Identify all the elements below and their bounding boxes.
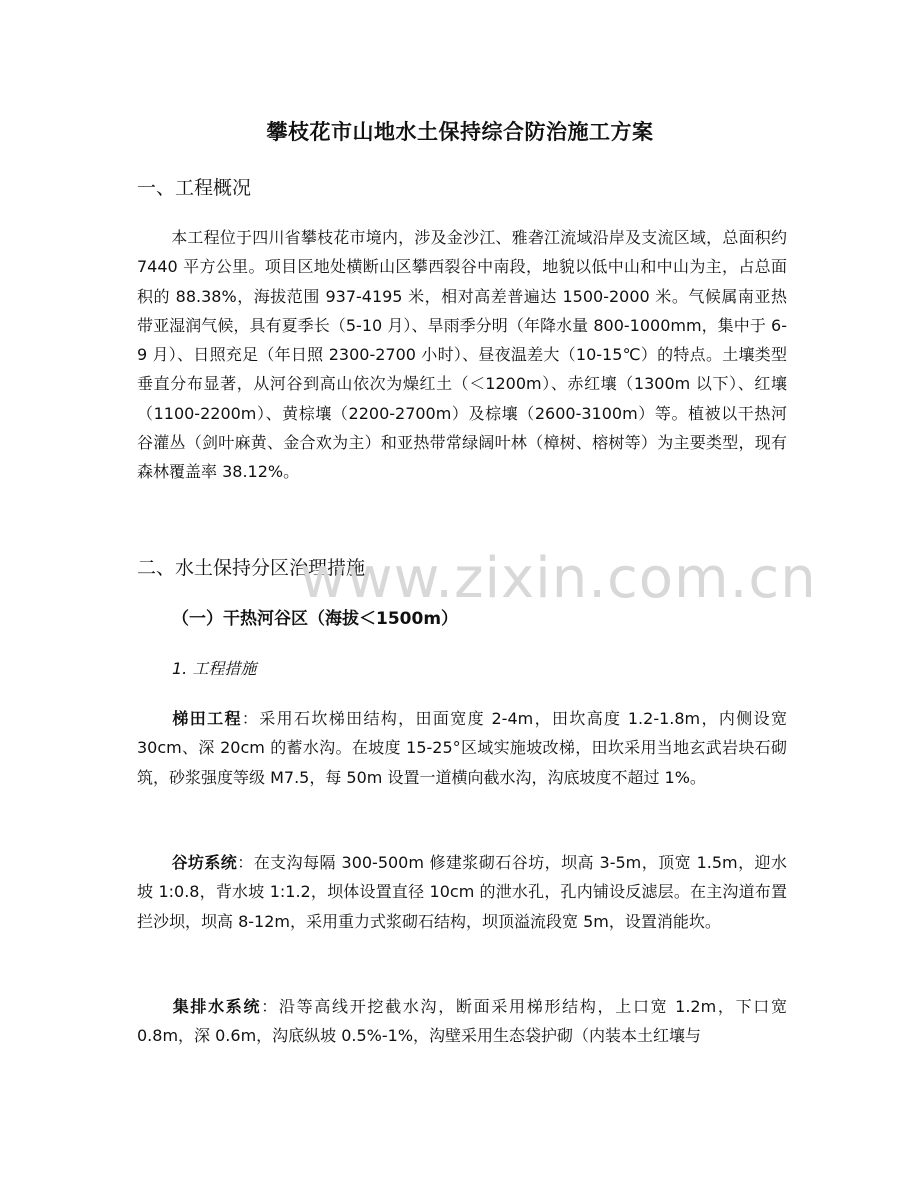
document-title: 攀枝花市山地水土保持综合防治施工方案 <box>266 120 654 144</box>
section-heading-measures: 二、水土保持分区治理措施 <box>137 557 366 579</box>
drainage-label: 集排水系统 <box>171 997 262 1016</box>
check-dam-text: ：在支沟每隔 300-500m 修建浆砌石谷坊，坝高 3-5m，顶宽 1.5m，迎水坡 1:0.8，背水坡 1:1.2，坝体设置直径 10cm 的泄水孔，孔内铺设反滤层。在主沟道布置拦沙坝，坝高 8-12m，采用重力式浆砌石结构，坝顶溢流段宽 5m，设置消能坎。 <box>137 853 787 931</box>
section-heading-overview: 一、工程概况 <box>137 177 252 199</box>
terrace-label: 梯田工程 <box>171 709 242 728</box>
check-dam-label: 谷坊系统 <box>171 853 238 872</box>
terrace-text: ：采用石坎梯田结构，田面宽度 2-4m，田坎高度 1.2-1.8m，内侧设宽 30cm、深 20cm 的蓄水沟。在坡度 15-25°区域实施坡改梯，田坎采用当地玄武岩块石砌筑，砂浆强度等级 M7.5，每 50m 设置一道横向截水沟，沟底坡度不超过 1%。 <box>137 709 787 787</box>
subsection-heading-dry-valley: （一）干热河谷区（海拔＜1500m） <box>172 609 459 629</box>
overview-text: 本工程位于四川省攀枝花市境内，涉及金沙江、雅砻江流域沿岸及支流区域，总面积约 7440 平方公里。项目区地处横断山区攀西裂谷中南段，地貌以低中山和中山为主，占总面积的 88.38%，海拔范围 937-4195 米，相对高差普遍达 1500-2000 米。气候属南亚热带亚湿润气候，具有夏季长（5-10 月）、旱雨季分明（年降水量 800-1000mm，集中于 6-9 月）、日照充足（年日照 2300-2700 小时）、昼夜温差大（10-15℃）的特点。土壤类型垂直分布显著，从河谷到高山依次为燥红土（＜1200m）、赤红壤（1300m 以下）、红壤（1100-2200m）、黄棕壤（2200-2700m）及棕壤（2600-3100m）等。植被以干热河谷灌丛（剑叶麻黄、金合欢为主）和亚热带常绿阔叶林（樟树、榕树等）为主要类型，现有森林覆盖率 38.12%。 <box>137 228 787 482</box>
item-heading-engineering: 1. 工程措施 <box>172 659 257 678</box>
drainage-paragraph <box>137 992 787 1051</box>
check-dam-paragraph <box>137 848 787 936</box>
drainage-text: ：沿等高线开挖截水沟，断面采用梯形结构，上口宽 1.2m，下口宽 0.8m，深 0.6m，沟底纵坡 0.5%-1%，沟壁采用生态袋护砌（内装本土红壤与 <box>137 997 787 1046</box>
overview-paragraph <box>137 223 787 487</box>
terrace-paragraph <box>137 704 787 792</box>
watermark: www.zixin.com.cn <box>300 546 817 611</box>
